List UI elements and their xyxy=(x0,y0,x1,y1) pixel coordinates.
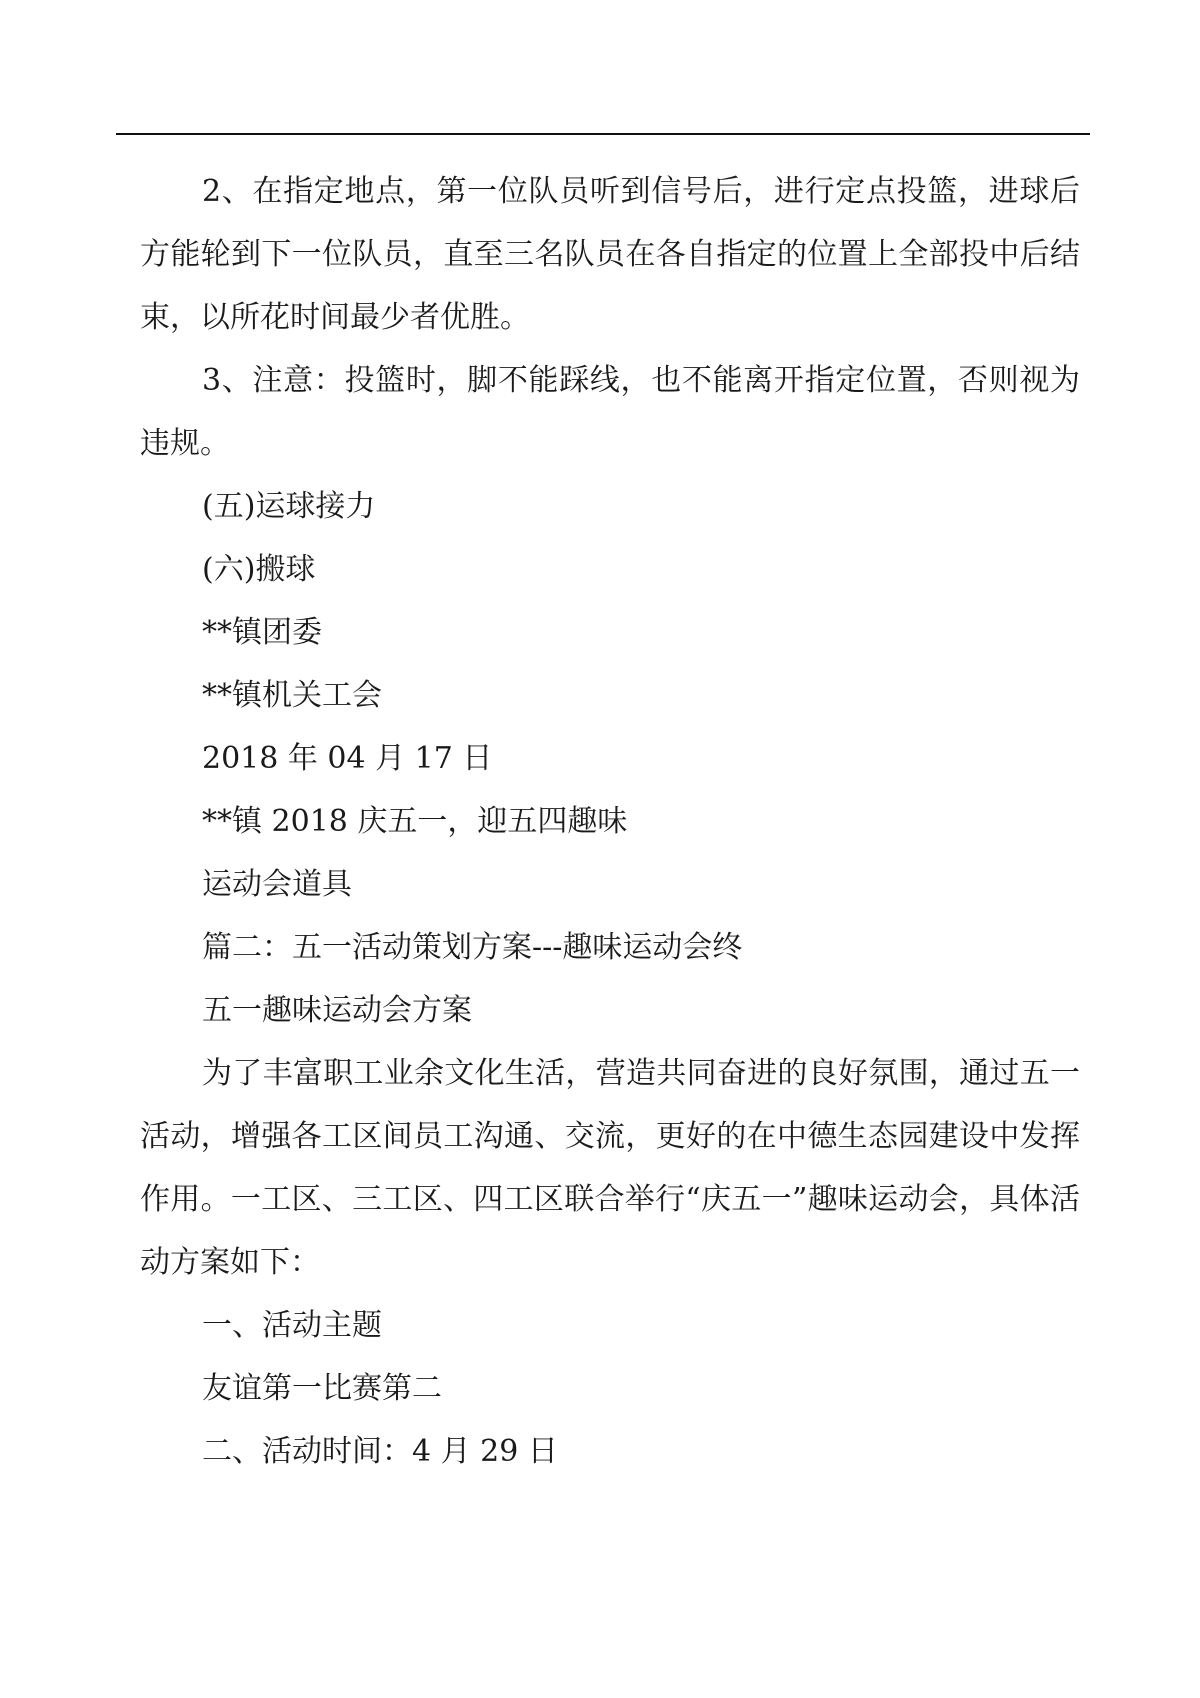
signature-date: 2018 年 04 月 17 日 xyxy=(202,741,493,776)
heading-time: 二、活动时间：4 月 29 日 xyxy=(202,1434,558,1469)
item-carry-ball: (六)搬球 xyxy=(202,552,316,587)
document-body xyxy=(140,160,1080,1483)
paragraph-purpose: 为了丰富职工业余文化生活，营造共同奋进的良好氛围，通过五一活动，增强各工区间员工沟通、交流，更好的在中德生态园建设中发挥作用。一工区、三工区、四工区联合举行“庆五一”趣味运动会，具体活动方案如下： xyxy=(140,1056,1080,1280)
paragraph-basketball-notice: 3、注意：投篮时，脚不能踩线，也不能离开指定位置，否则视为违规。 xyxy=(140,363,1080,461)
props-title-line1: **镇 2018 庆五一，迎五四趣味 xyxy=(202,804,628,839)
item-dribble-relay: (五)运球接力 xyxy=(202,489,376,524)
section-heading-part2: 篇二：五一活动策划方案---趣味运动会终 xyxy=(202,930,743,965)
theme-text: 友谊第一比赛第二 xyxy=(202,1371,442,1406)
signature-union: **镇机关工会 xyxy=(202,678,382,713)
header-rule xyxy=(116,133,1090,135)
plan-title: 五一趣味运动会方案 xyxy=(202,993,472,1028)
signature-youth-league: **镇团委 xyxy=(202,615,322,650)
props-title-line2: 运动会道具 xyxy=(202,867,352,902)
paragraph-basketball-rules: 2、在指定地点，第一位队员听到信号后，进行定点投篮，进球后方能轮到下一位队员，直至三名队员在各自指定的位置上全部投中后结束，以所花时间最少者优胜。 xyxy=(140,174,1080,335)
heading-theme: 一、活动主题 xyxy=(202,1308,382,1343)
